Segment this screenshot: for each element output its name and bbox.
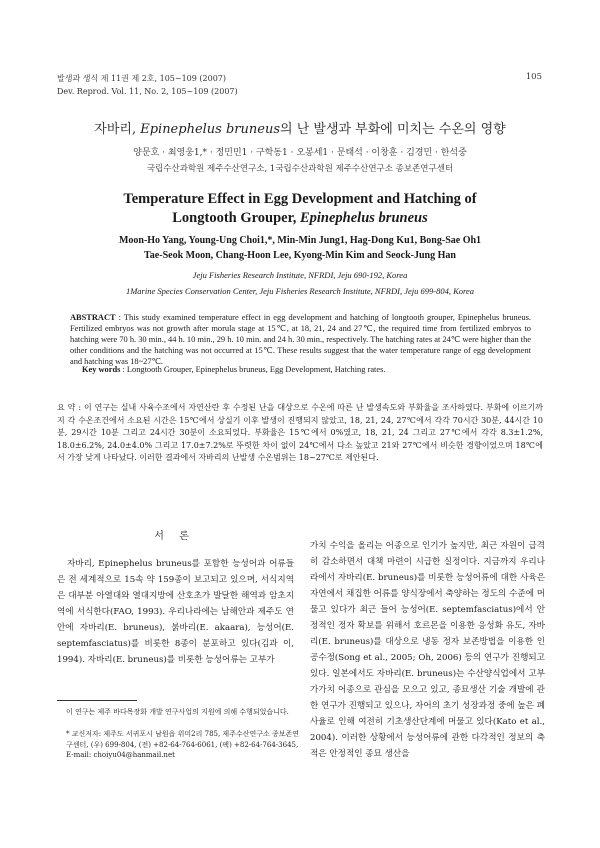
english-title-line2: Longtooth Grouper, Epinephelus bruneus	[172, 210, 428, 226]
intro-right-column: 가치 수익을 올리는 어종으로 인기가 높지만, 최근 자원이 급격히 감소하면서 대책 마련이 시급한 실정이다. 지금까지 우리나라에서 자바리(E. bruneus)를 비롯한 능성어류에 대한 사육은 자연에서 채집한 어류를 양식장에서 축양하는 정도의 수준에 머물고 있다가 최근 들어 능성어(E. septemfasciatus)에서 안정적인 정자 확보를 위해서 호르몬을 이용한 응성화 유도, 자바리(E. bruneus)를 대상으로 냉동 정자 보존방법을 이용한 인공수정(Song et al., 2005; Oh, 2006) 등의 연구가 진행되고 있다. 일본에서도 자바리(E. bruneus)는 수산양식업에서 고부가가치 어종으로 관심을 모으고 있고, 종묘생산 기술 개발에 관한 연구가 진행되고 있으나, 자어의 초기 성장과정 중에 높은 폐사율로 인해 여전히 기초생산단계에 머물고 있다(Kato et al., 2004). 이러한 상황에서 능성어류에 관한 다각적인 정보의 축적은 안정적인 종묘 생산을	[310, 541, 545, 759]
keywords-text: : Longtooth Grouper, Epinephelus bruneus, Egg Development, Hatching rates.	[120, 365, 386, 374]
abstract-label: ABSTRACT	[70, 313, 116, 322]
english-authors-line2: Tae-Seok Moon, Chang-Hoon Lee, Kyong-Min Kim and Seock-Jung Han	[144, 250, 456, 261]
english-authors	[0, 233, 600, 263]
english-title	[0, 190, 600, 228]
journal-header-korean: 발생과 생식 제 11권 제 2호, 105~109 (2007)	[57, 74, 227, 83]
abstract-text: : This study examined temperature effect in egg development and hatching of longtooth grouper, Epinephelus bruneus. Fertilized embryos was not growth after morula stage at 15℃, at 18, 21, 24 and 27℃, the required time from fertilized embryos to hatching were 70 h. 30 min., 44 h. 10 min., 29 h. 10 min. and 24 h. 30 min., respectively. The hatching rates at 24℃ were higher than the other conditions and the hatching was not occurred at 15℃. These results suggest that the water temperature range of egg development and hatching was 18~27℃.	[70, 313, 531, 366]
abstract	[70, 312, 531, 367]
footnote-correspondence: * 교신저자: 제주도 서귀포시 남원읍 위미2리 785, 제주수산연구소 종보존연구센터, (우) 699-804, (전) +82-64-764-6061, (팩) +82-64-764-3645, E-mail: choiyu04@hanmail.net	[66, 730, 300, 759]
section-title-introduction: 서 론	[154, 531, 195, 542]
english-affiliation-2: 1Marine Species Conservation Center, Jeju Fisheries Research Institute, NFRDI, Jeju 699-804, Korea	[125, 286, 475, 296]
journal-header-english: Dev. Reprod. Vol. 11, No. 2, 105~109 (2007)	[57, 87, 238, 96]
intro-left-column: 자바리, Epinephelus bruneus를 포함한 능성어과 어류들은 전 세계적으로 15속 약 159종이 보고되고 있으며, 서식지역은 대부분 아열대와 열대지방에 산호초가 발달한 해역과 암초지역에 서식한다(FAO, 1993). 우리나라에는 남해안과 제주도 연안에 자바리(E. bruneus), 붉바리(E. akaara), 능성어(E. septemfasciatus)를 비롯한 8종이 분포하고 있다(김과 이, 1994). 자바리(E. bruneus)를 비롯한 능성어류는 고부가	[57, 559, 294, 665]
korean-summary: 요 약 : 이 연구는 실내 사육수조에서 자연산란 후 수정된 난을 대상으로 수온에 따른 난 발생속도와 부화율을 조사하였다. 부화에 이르기까지 각 수온조건에서 소요된 시간은 15℃에서 상실기 이후 발생이 진행되지 않았고, 18, 21, 24, 27℃에서 각각 70시간 30분, 44시간 10분, 29시간 10분 그리고 24시간 30분이 소요되었다. 부화율은 15℃에서 0%였고, 18, 21, 24 그리고 27℃에서 각각 8.3±1.2%, 18.0±6.2%, 24.0±4.0% 그리고 17.0±7.2%로 뚜렷한 차이 없이 24℃에서 다소 높았고 21와 27℃에서 비슷한 경향이었으며 18℃에서 가장 낮게 나타났다. 이러한 결과에서 자바리의 난발생 수온범위는 18~27℃로 제안된다.	[57, 403, 543, 462]
running-header	[57, 72, 238, 98]
keywords-label: Key words	[82, 365, 121, 374]
english-affiliation-1: Jeju Fisheries Research Institute, NFRDI, Jeju 690-192, Korea	[192, 270, 408, 280]
english-authors-line1: Moon-Ho Yang, Young-Ung Choi1,*, Min-Min Jung1, Hag-Dong Ku1, Bong-Sae Oh1	[118, 235, 482, 246]
english-title-line1: Temperature Effect in Egg Development and Hatching of	[123, 191, 477, 207]
keywords	[82, 365, 385, 374]
page-number: 105	[525, 72, 542, 82]
korean-affiliation: 국립수산과학원 제주수산연구소, 1국립수산과학원 제주수산연구소 종보존연구센터	[146, 164, 454, 174]
korean-authors: 양문호 · 최영웅1,* · 정민민1 · 구학동1 · 오봉세1 · 문태석 · 이창훈 · 김경민 · 한석중	[133, 148, 467, 158]
korean-title: 자바리, Epinephelus bruneus의 난 발생과 부화에 미치는 수온의 영향	[94, 122, 506, 137]
footnote-funding: 이 연구는 제주 바다목장화 개발 연구사업의 지원에 의해 수행되었습니다.	[66, 708, 289, 716]
footnote-rule	[57, 700, 137, 701]
